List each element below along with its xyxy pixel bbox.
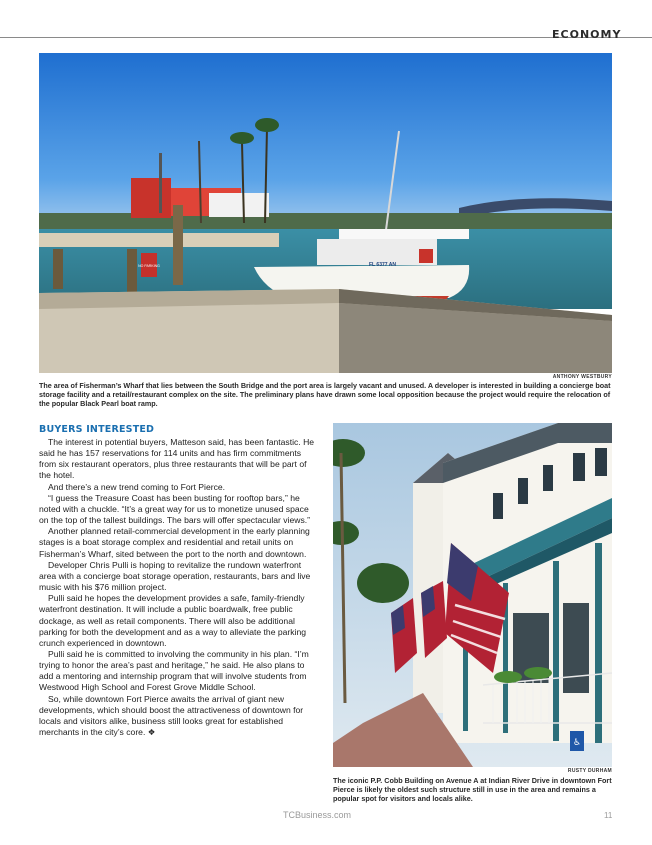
photo-credit: ANTHONY WESTBURY: [552, 374, 612, 380]
footer-url: TCBusiness.com: [283, 810, 352, 820]
parking-sign: NO PARKING: [138, 264, 160, 268]
article-paragraph: So, while downtown Fort Pierce awaits the arrival of giant new developments, which should boost the attractiveness of downtown for locals and visitors alike, business still looks great for established merchants in the city’s core. ❖: [39, 693, 304, 738]
photo-credit: RUSTY DURHAM: [567, 768, 612, 774]
article-paragraph: Developer Chris Pulli is hoping to revitalize the rundown waterfront area with a concierge boat storage operation, restaurants, bars and live music with his $76 million project.: [39, 559, 311, 593]
article-paragraph: Pulli said he is committed to involving the community in his plan. “I’m trying to honor the area’s past and heritage,” he said. He also plans to add a mentoring and internship program that will involve students from Westwood High School and Forest Grove Middle School.: [39, 648, 309, 693]
article-paragraph: The interest in potential buyers, Matteson said, has been fantastic. He said he has 157 reservations for 114 units and has firm commitments from six restaurant operators, plus three restaurants that will be part of the hotel.: [39, 437, 315, 481]
photo-caption: The iconic P.P. Cobb Building on Avenue A at Indian River Drive in downtown Fort Pierce is likely the oldest such structure still in use in the area and remains a popular spot for visitors and locals alike.: [333, 776, 612, 803]
article-paragraph: Pulli said he hopes the development provides a safe, family-friendly waterfront destination. It will include a public boardwalk, free public dockage, as well as retail components. There will also be additional parking for both the development and as a way to alleviate the parking crunch experienced in downtown.: [39, 593, 307, 648]
boat-registration: FL 6377 AN: [369, 262, 396, 268]
wharf-photo: [39, 53, 612, 373]
cobb-building-photo: [333, 423, 612, 767]
article-paragraph: Another planned retail-commercial development in the early planning stages is a boat storage complex and residential and retail units on Fisherman’s Wharf, sited between the port to the north and downtown.: [39, 526, 310, 559]
header-rule: [0, 37, 548, 38]
article-subhead: BUYERS INTERESTED: [39, 424, 155, 435]
article-paragraph: And there’s a new trend coming to Fort Pierce.: [48, 481, 226, 492]
photo-caption: The area of Fisherman’s Wharf that lies between the South Bridge and the port area is largely vacant and unused. A developer is interested in building a concierge boat storage facility and a retail/restaurant complex on the site. The preliminary plans have drawn some local opposition because the project would require the relocation of the popular Black Pearl boat ramp.: [39, 381, 611, 408]
article-body: [39, 437, 320, 738]
article-paragraph: “I guess the Treasure Coast has been busting for rooftop bars,” he noted with a chuckle. “It’s a great way for us to monetize unused space on the top of the tallest buildings. The bars will offer spectacular views.”: [39, 492, 311, 526]
section-label: ECONOMY: [552, 28, 622, 41]
accessibility-icon: ♿: [572, 738, 582, 748]
page-number: 11: [604, 811, 613, 820]
